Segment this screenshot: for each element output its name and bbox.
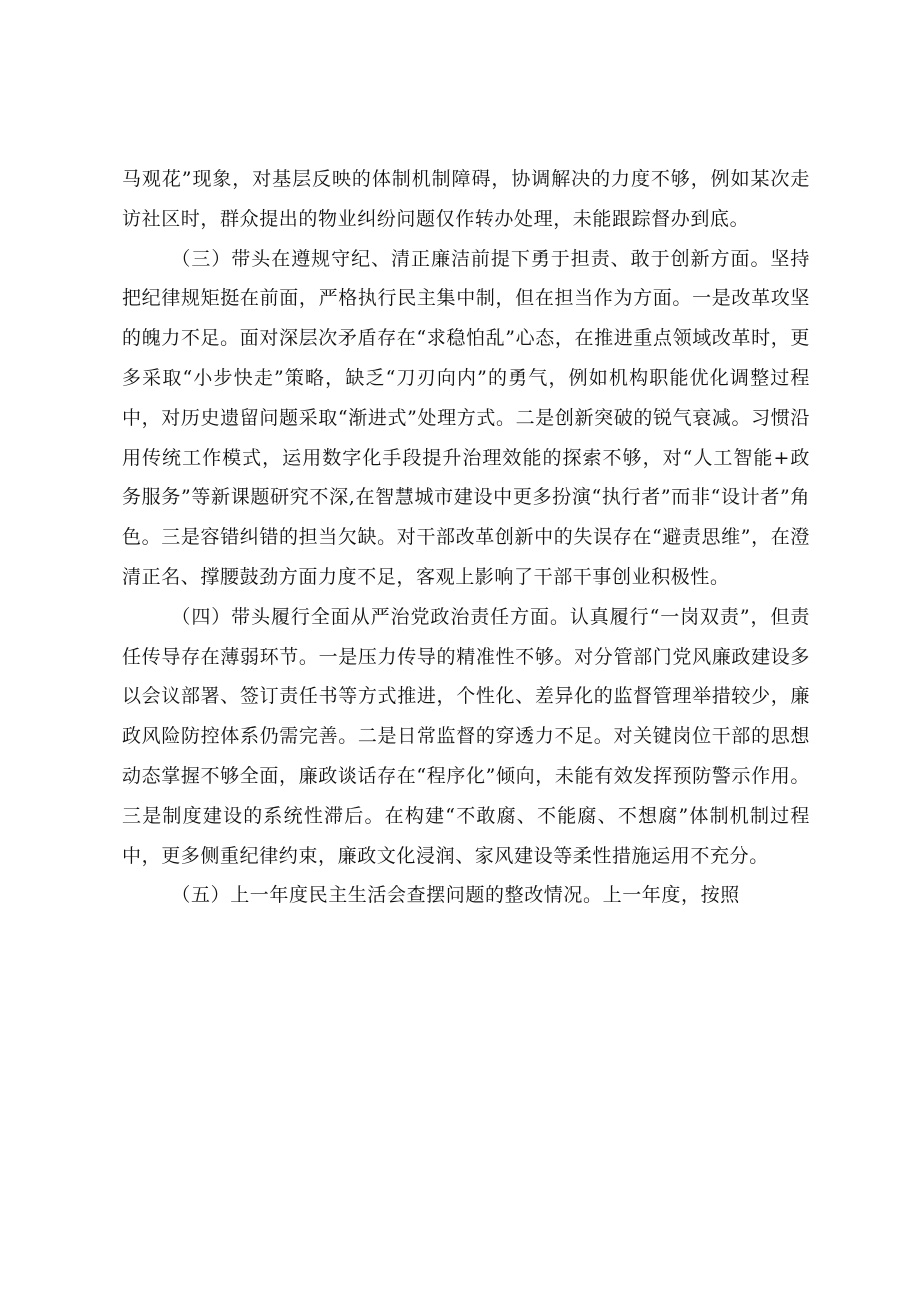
paragraph-section-five: （五）上一年度民主生活会查摆问题的整改情况。上一年度，按照 [171,884,740,907]
paragraph-section-four: （四）带头履行全面从严治党政治责任方面。认真履行“一岗双责”，但责任传导存在薄弱环节。一是压力传导的精准性不够。对分管部门党风廉政建设多以会议部署、签订责任书等方式推进，个性化、差异化的监督管理举措较少，廉政风险防控体系仍需完善。二是日常监督的穿透力不足。对关键岗位干部的思想动态掌握不够全面，廉政谈话存在“程序化”倾向，未能有效发挥预防警示作用。三是制度建设的系统性滞后。在构建“不敢腐、不能腐、不想腐”体制机制过程中，更多侧重纪律约束，廉政文化浸润、家风建设等柔性措施运用不充分。 [122,605,810,867]
paragraph-section-three: （三）带头在遵规守纪、清正廉洁前提下勇于担责、敢于创新方面。坚持把纪律规矩挺在前面，严格执行民主集中制，但在担当作为方面。一是改革攻坚的魄力不足。面对深层次矛盾存在“求稳怕乱”心态，在推进重点领域改革时，更多采取“小步快走”策略，缺乏“刀刃向内”的勇气，例如机构职能优化调整过程中，对历史遗留问题采取“渐进式”处理方式。二是创新突破的锐气衰减。习惯沿用传统工作模式，运用数字化手段提升治理效能的探索不够，对“人工智能+政务服务”等新课题研究不深,在智慧城市建设中更多扮演“执行者”而非“设计者”角色。三是容错纠错的担当欠缺。对干部改革创新中的失误存在“避责思维”，在澄清正名、撑腰鼓劲方面力度不足，客观上影响了干部干事创业积极性。 [122,247,810,588]
paragraph-continuation: 马观花”现象，对基层反映的体制机制障碍，协调解决的力度不够，例如某次走访社区时，群众提出的物业纠纷问题仅作转办处理，未能跟踪督办到底。 [122,168,810,230]
document-body [122,160,810,916]
